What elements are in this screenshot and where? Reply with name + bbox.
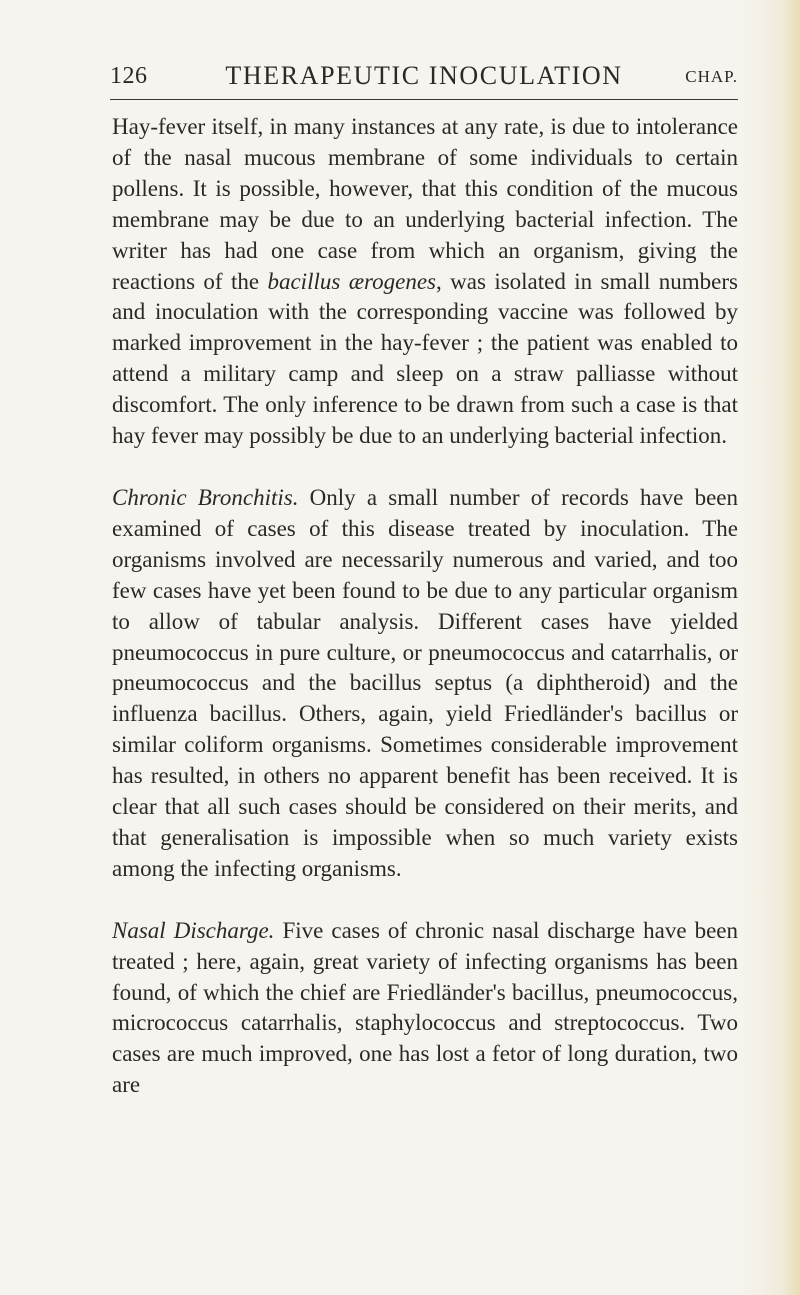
chapter-label: CHAP. [685, 67, 738, 86]
section-heading-chronic-bronchitis: Chronic Bronchitis. [112, 484, 299, 510]
paragraph-nasal-discharge-text: Five cases of chronic nasal discharge have been treated ; here, again, great variety of infecting organisms has been found, of which the chief are Friedländer's bacillus, pneumococcus, micrococcus catarrhalis, staphylococcus and streptococcus. Two cases are much improved, one has lost a fetor of long duration, two are [112, 917, 738, 1098]
bacillus-aerogenes-italic: bacillus ærogenes [267, 268, 437, 294]
section-heading-nasal-discharge: Nasal Discharge. [112, 917, 275, 943]
paragraph-nasal-discharge [112, 916, 738, 1101]
paragraph-hay-fever-text-a: Hay-fever itself, in many instances at any rate, is due to intolerance of the nasal mucous membrane of some individuals to certain pollens. It is possible, however, that this condition of the mucous membrane may be due to an underlying bacterial infection. The writer has had one case from which an organism, giving the reactions of the [112, 114, 738, 294]
running-header [110, 55, 738, 100]
running-title: THERAPEUTIC INOCULATION [225, 61, 623, 90]
body-text [112, 112, 738, 1101]
paragraph-hay-fever [112, 112, 738, 452]
paragraph-chronic-bronchitis [112, 483, 738, 885]
paragraph-chronic-bronchitis-text: Only a small number of records have been examined of cases of this disease treated by inoculation. The organisms involved are necessarily numerous and varied, and too few cases have yet been found to be due to any particular organism to allow of tabular analysis. Different cases have yielded pneumococcus in pure culture, or pneumococcus and catarrhalis, or pneumococcus and the bacillus septus (a diphtheroid) and the influenza bacillus. Others, again, yield Friedländer's bacillus or similar coliform organisms. Sometimes considerable improvement has resulted, in others no apparent benefit has been received. It is clear that all such cases should be considered on their merits, and that generalisation is impossible when so much variety exists among the infecting organisms. [112, 484, 738, 881]
paragraph-hay-fever-text-b: , was isolated in small numbers and inoculation with the corresponding vaccine was followed by marked improvement in the hay-fever ; the patient was enabled to attend a military camp and sleep on a straw palliasse without discomfort. The only inference to be drawn from such a case is that hay fever may possibly be due to an underlying bacterial infection. [112, 268, 738, 449]
page-edge-shading [740, 0, 800, 1295]
page-number: 126 [110, 63, 148, 89]
